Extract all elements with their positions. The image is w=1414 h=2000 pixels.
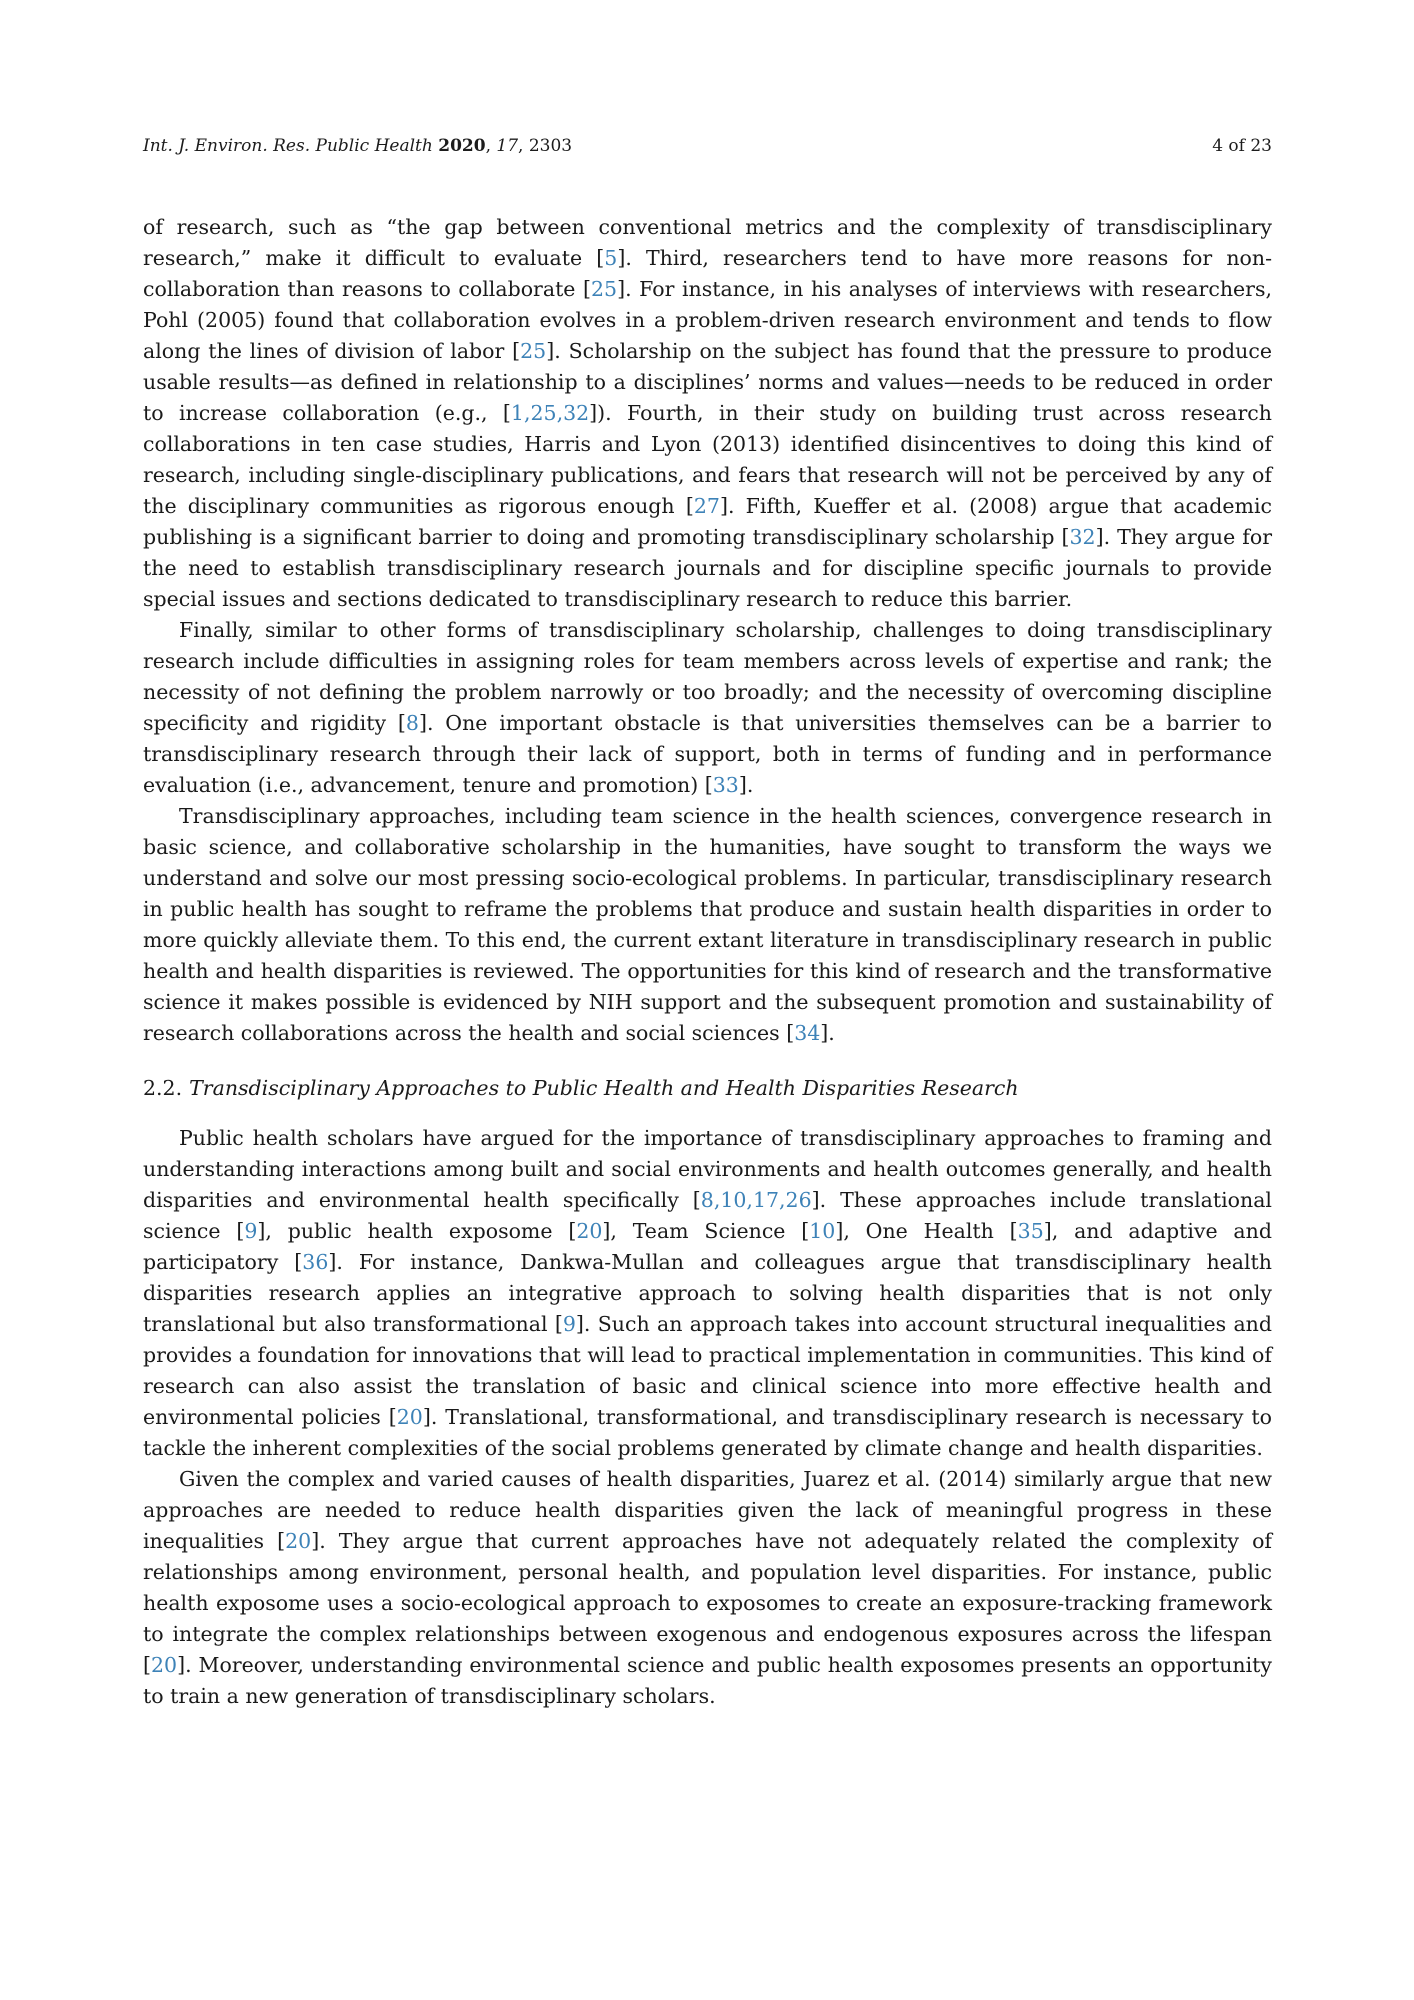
text-segment: Public health scholars have argued for the importance of transdisciplinary approaches to framing and understanding interactions among built and social environments and health outcomes generally, and health disparities and environmental health specifically (143, 1126, 1272, 1212)
citation-number: 20 (396, 1405, 423, 1429)
citation-number: 35 (1017, 1219, 1044, 1243)
citation-bracket: ] (546, 339, 555, 363)
citation-bracket: ] (257, 1219, 266, 1243)
citation-number: 9 (244, 1219, 258, 1243)
citation-bracket: [ (512, 339, 521, 363)
citation-bracket: ] (602, 1219, 611, 1243)
paragraph (143, 801, 1272, 1049)
text-segment: . Scholarship on the subject has found that the pressure to produce usable results—as defined in relationship to a disciplines’ norms and values—needs to be reduced in order to increase collaboration (e.g., (143, 339, 1272, 425)
citation-link[interactable] (555, 1312, 584, 1336)
citation-number: 20 (285, 1529, 312, 1553)
citation-bracket: ] (1043, 1219, 1052, 1243)
citation-bracket: [ (554, 1312, 563, 1336)
citation-link[interactable] (801, 1219, 843, 1243)
citation-bracket: ] (418, 711, 427, 735)
journal-citation (143, 136, 572, 156)
text-segment: , One Health (843, 1219, 1010, 1243)
citation-link[interactable] (686, 494, 728, 518)
text-segment: , Team Science (610, 1219, 802, 1243)
citation-bracket: ] (422, 1405, 431, 1429)
text-segment: of research, such as “the gap between conventional metrics and the complexity of transdisciplinary research,” make it difficult to evaluate (143, 215, 1272, 270)
citation-bracket: [ (143, 1653, 151, 1677)
paragraph (143, 1123, 1272, 1464)
citation-bracket: ] (589, 401, 598, 425)
citation-link[interactable] (1010, 1219, 1052, 1243)
running-head (143, 136, 1272, 156)
citation-bracket: ] (617, 246, 626, 270)
citation-bracket: [ (568, 1219, 577, 1243)
text-segment: . For instance, Dankwa-Mullan and colleagues argue that transdisciplinary health disparities research applies an integrative approach to solving health disparities that is not only translational but also transformational (143, 1250, 1272, 1336)
citation-bracket: ] (617, 277, 626, 301)
text-segment: . Moreover, understanding environmental science and public health exposomes presents an opportunity to train a new generation of transdisciplinary scholars. (143, 1653, 1272, 1708)
citation-bracket: [ (692, 1188, 701, 1212)
citation-bracket: [ (801, 1219, 810, 1243)
text-segment: . They argue that current approaches have not adequately related the complexity of relationships among environment, personal health, and population level disparities. For instance, public health exposome uses a socio-ecological approach to exposomes to create an exposure-tracking framework to integrate the complex relationships between exogenous and endogenous exposures across the lifespan (143, 1529, 1272, 1646)
citation-bracket: ] (1095, 525, 1104, 549)
citation-link[interactable] (398, 711, 427, 735)
text-segment: . Third, researchers tend to have more reasons for non-collaboration than reasons to collaborate (143, 246, 1273, 301)
citation-number: 9 (562, 1312, 576, 1336)
section-number: 2.2. (143, 1076, 183, 1100)
citation-number: 36 (302, 1250, 329, 1274)
citation-number: 33 (712, 773, 739, 797)
citation-bracket: [ (1061, 525, 1070, 549)
citation-number: 20 (151, 1653, 178, 1677)
paragraph (143, 615, 1272, 801)
citation-link[interactable] (389, 1405, 431, 1429)
paragraph (143, 212, 1272, 615)
citation-number: 20 (576, 1219, 603, 1243)
citation-bracket: ] (719, 494, 728, 518)
article-body (143, 212, 1272, 1712)
citation-bracket: [ (685, 494, 694, 518)
citation-link[interactable] (786, 1021, 828, 1045)
citation-bracket: [ (502, 401, 511, 425)
text-segment: Finally, similar to other forms of transdisciplinary scholarship, challenges to doing transdisciplinary research include difficulties in assigning roles for team members across levels of expertise and rank; the necessity of not defining the problem narrowly or too broadly; and the necessity of overcoming discipline specificity and rigidity (143, 618, 1272, 735)
citation-bracket: [ (294, 1250, 303, 1274)
text-segment: . Fifth, Kueffer et al. (2008) argue that academic publishing is a significant barrier to doing and promoting transdisciplinary scholarship (143, 494, 1272, 549)
citation-number: 10 (809, 1219, 836, 1243)
text-segment: . They argue for the need to establish transdisciplinary research journals and for discipline specific journals to provide special issues and sections dedicated to transdisciplinary research to reduce this barrier. (143, 525, 1272, 611)
citation-bracket: [ (786, 1021, 795, 1045)
citation-link[interactable] (294, 1250, 336, 1274)
text-segment: . (746, 773, 754, 797)
text-segment: . (828, 1021, 835, 1045)
citation-bracket: ] (820, 1021, 829, 1045)
text-segment: . These approaches include translational science (143, 1188, 1272, 1243)
text-segment: , (485, 136, 497, 156)
text-segment: . For instance, in his analyses of interviews with researchers, Pohl (2005) found that collaboration evolves in a problem-driven research environment and tends to flow along the lines of division of labor (143, 277, 1272, 363)
citation-bracket: [ (388, 1405, 397, 1429)
citation-link[interactable] (583, 277, 625, 301)
citation-number: 25 (591, 277, 618, 301)
citation-link[interactable] (143, 1653, 185, 1677)
citation-bracket: ] (328, 1250, 337, 1274)
citation-link[interactable] (705, 773, 747, 797)
citation-bracket: ] (835, 1219, 844, 1243)
text-segment: . Translational, transformational, and transdisciplinary research is necessary to tackle the inherent complexities of the social problems generated by climate change and health disparities. (143, 1405, 1272, 1460)
page-number: 4 of 23 (1212, 136, 1272, 156)
text-segment: . Such an approach takes into account structural inequalities and provides a foundation for innovations that will lead to practical implementation in communities. This kind of research can also assist the translation of basic and clinical science into more effective health and environmental policies (143, 1312, 1273, 1429)
citation-bracket: [ (236, 1219, 245, 1243)
text-segment: Int. J. Environ. Res. Public Health (143, 136, 439, 156)
citation-number: 32 (1069, 525, 1096, 549)
text-segment: 17 (496, 136, 519, 156)
citation-number: 8 (405, 711, 419, 735)
citation-number: 27 (693, 494, 720, 518)
citation-bracket: ] (575, 1312, 584, 1336)
text-segment: Transdisciplinary approaches, including team science in the health sciences, convergence research in basic science, and collaborative scholarship in the humanities, have sought to transform the ways we understand and solve our most pressing socio-ecological problems. In particular, transdisciplinary research in public health has sought to reframe the problems that produce and sustain health disparities in order to more quickly alleviate them. To this end, the current extant literature in transdisciplinary research in public health and health disparities is reviewed. The opportunities for this kind of research and the transformative science it makes possible is evidenced by NIH support and the subsequent promotion and sustainability of research collaborations across the health and social sciences (143, 804, 1272, 1045)
text-segment: , public health exposome (265, 1219, 569, 1243)
section-heading (143, 1073, 1272, 1104)
citation-link[interactable] (1061, 525, 1103, 549)
citation-link[interactable] (512, 339, 554, 363)
citation-number: 25 (520, 339, 547, 363)
citation-number: 8,10,17,26 (700, 1188, 812, 1212)
text-segment: , 2303 (518, 136, 573, 156)
citation-number: 5 (604, 246, 618, 270)
citation-number: 34 (794, 1021, 821, 1045)
citation-bracket: [ (277, 1529, 286, 1553)
text-segment: 2020 (438, 136, 486, 156)
citation-number: 1,25,32 (510, 401, 590, 425)
citation-bracket: [ (1009, 1219, 1018, 1243)
citation-bracket: [ (583, 277, 591, 301)
citation-link[interactable] (503, 401, 597, 425)
citation-bracket: [ (704, 773, 713, 797)
citation-link[interactable] (596, 246, 625, 270)
text-segment: ). Fourth, in their study on building trust across research collaborations in ten case studies, Harris and Lyon (2013) identified disincentives to doing this kind of research, including single-disciplinary publications, and fears that research will not be perceived by any of the disciplinary communities as rigorous enough (143, 401, 1272, 518)
text-segment: , and adaptive and participatory (143, 1219, 1272, 1274)
citation-link[interactable] (236, 1219, 265, 1243)
citation-bracket: [ (397, 711, 406, 735)
section-title: Transdisciplinary Approaches to Public Health and Health Disparities Research (189, 1076, 1019, 1100)
citation-bracket: ] (811, 1188, 820, 1212)
citation-bracket: ] (738, 773, 747, 797)
paragraph (143, 1464, 1272, 1712)
text-segment: Given the complex and varied causes of health disparities, Juarez et al. (2014) similarly argue that new approaches are needed to reduce health disparities given the lack of meaningful progress in these inequalities (143, 1467, 1272, 1553)
citation-link[interactable] (568, 1219, 610, 1243)
text-segment: . One important obstacle is that universities themselves can be a barrier to transdisciplinary research through their lack of support, both in terms of funding and in performance evaluation (i.e., advancement, tenure and promotion) (143, 711, 1273, 797)
citation-link[interactable] (277, 1529, 319, 1553)
citation-bracket: [ (596, 246, 605, 270)
citation-link[interactable] (693, 1188, 820, 1212)
citation-bracket: ] (177, 1653, 186, 1677)
citation-bracket: ] (311, 1529, 320, 1553)
